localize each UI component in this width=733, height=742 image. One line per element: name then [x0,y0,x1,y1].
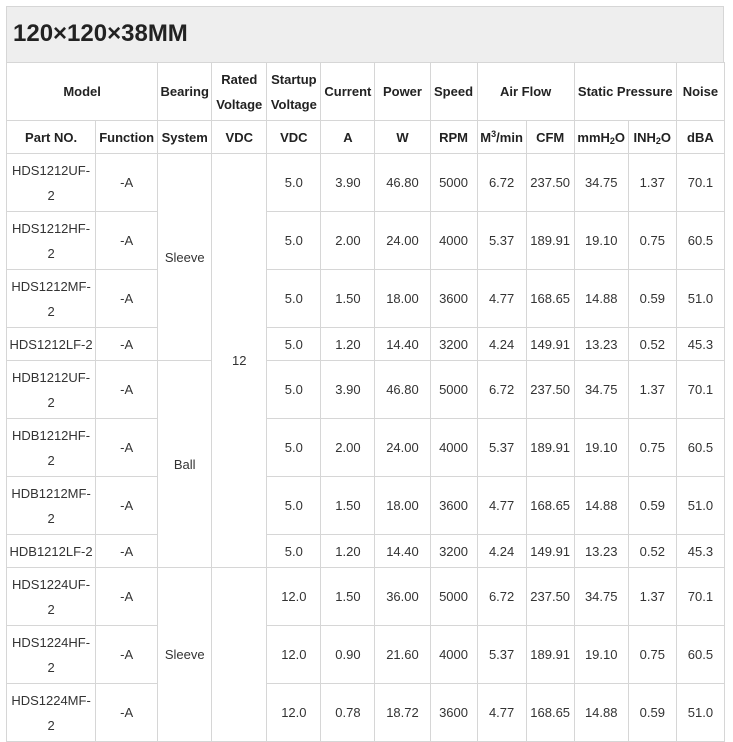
part-number-cell [7,361,96,419]
m3-cell: 4.24 [477,535,526,568]
part-number-cell [7,626,96,684]
inh2o-cell: 0.75 [628,626,676,684]
function-cell: -A [96,212,158,270]
m3-cell: 4.77 [477,270,526,328]
inh2o-cell: 0.75 [628,419,676,477]
m3-base: M [480,129,492,145]
part-line1: HDS1224HF- [12,634,91,650]
part-number-cell [7,270,96,328]
header-model: Model [7,63,158,121]
dba-cell: 45.3 [676,535,724,568]
table-row [7,684,725,742]
speed-cell: 3600 [430,477,477,535]
mmh2o-cell: 14.88 [574,684,628,742]
inh2o-cell: 0.59 [628,477,676,535]
mmh2o-cell: 13.23 [574,328,628,361]
table-row [7,328,725,361]
subheader-row [7,121,725,154]
mmh2o-cell: 34.75 [574,154,628,212]
function-cell: -A [96,626,158,684]
mmh2o-sub: 2 [609,135,615,146]
header-current: Current [321,63,375,121]
startup-cell: 5.0 [267,477,321,535]
part-line2: 2 [47,510,55,526]
bearing-sleeve-group-2: Sleeve [158,568,212,742]
dba-cell: 70.1 [676,154,724,212]
part-number-cell: HDB1212LF-2 [7,535,96,568]
current-cell: 1.50 [321,568,375,626]
startup-cell: 12.0 [267,568,321,626]
cfm-cell: 189.91 [526,626,574,684]
part-line1: HDB1212HF- [12,427,91,443]
inh2o-base: INH [633,129,656,145]
speed-cell: 3600 [430,270,477,328]
part-line2: 2 [47,187,55,203]
part-line2: 2 [47,717,55,733]
current-cell: 1.20 [321,535,375,568]
m3-cell: 6.72 [477,568,526,626]
power-cell: 14.40 [375,328,430,361]
inh2o-cell: 0.59 [628,684,676,742]
dba-cell: 60.5 [676,212,724,270]
mmh2o-cell: 13.23 [574,535,628,568]
header-static-pressure: Static Pressure [574,63,676,121]
subheader-w: W [375,121,430,154]
current-cell: 3.90 [321,154,375,212]
table-row [7,361,725,419]
subheader-m3-min [477,121,526,154]
speed-cell: 3200 [430,328,477,361]
inh2o-sub: 2 [655,135,661,146]
subheader-vdc-startup: VDC [267,121,321,154]
header-speed: Speed [430,63,477,121]
power-cell: 18.72 [375,684,430,742]
inh2o-cell: 1.37 [628,361,676,419]
startup-cell: 5.0 [267,270,321,328]
subheader-cfm: CFM [526,121,574,154]
title-bar [6,6,724,63]
speed-cell: 3600 [430,684,477,742]
power-cell: 24.00 [375,212,430,270]
function-cell: -A [96,361,158,419]
part-line1: HDB1212UF- [12,369,91,385]
header-rated-voltage [212,63,267,121]
function-cell: -A [96,568,158,626]
cfm-cell: 168.65 [526,477,574,535]
part-number-cell: HDS1212LF-2 [7,328,96,361]
rated-voltage-group: 12 [212,154,267,568]
cfm-cell: 237.50 [526,154,574,212]
subheader-dba: dBA [676,121,724,154]
speed-cell: 4000 [430,212,477,270]
startup-cell: 5.0 [267,535,321,568]
part-line2: 2 [47,245,55,261]
power-cell: 14.40 [375,535,430,568]
current-cell: 2.00 [321,419,375,477]
speed-cell: 4000 [430,626,477,684]
table-row [7,154,725,212]
header-rated-line1: Rated [221,71,258,87]
cfm-cell: 149.91 [526,328,574,361]
function-cell: -A [96,328,158,361]
header-startup-line2: Voltage [270,96,317,112]
header-row [7,63,725,121]
speed-cell: 4000 [430,419,477,477]
m3-cell: 5.37 [477,626,526,684]
inh2o-cell: 1.37 [628,154,676,212]
current-cell: 0.90 [321,626,375,684]
cfm-cell: 237.50 [526,361,574,419]
bearing-sleeve-group-1: Sleeve [158,154,212,361]
function-cell: -A [96,477,158,535]
inh2o-tail: O [660,129,672,145]
mmh2o-cell: 14.88 [574,477,628,535]
m3-cell: 6.72 [477,361,526,419]
speed-cell: 5000 [430,361,477,419]
startup-cell: 12.0 [267,626,321,684]
cfm-cell: 168.65 [526,270,574,328]
cfm-cell: 149.91 [526,535,574,568]
power-cell: 36.00 [375,568,430,626]
startup-cell: 5.0 [267,361,321,419]
function-cell: -A [96,684,158,742]
subheader-function: Function [96,121,158,154]
function-cell: -A [96,154,158,212]
dba-cell: 60.5 [676,419,724,477]
subheader-inh2o [628,121,676,154]
power-cell: 46.80 [375,154,430,212]
header-power: Power [375,63,430,121]
table-row [7,568,725,626]
table-row [7,535,725,568]
page-title: 120×120×38MM [13,20,188,47]
dba-cell: 45.3 [676,328,724,361]
header-noise: Noise [676,63,724,121]
current-cell: 3.90 [321,361,375,419]
part-number-cell [7,419,96,477]
power-cell: 24.00 [375,419,430,477]
part-line1: HDS1212HF- [12,220,91,236]
part-line1: HDS1212UF- [12,162,91,178]
dba-cell: 70.1 [676,361,724,419]
inh2o-cell: 0.59 [628,270,676,328]
power-cell: 46.80 [375,361,430,419]
dba-cell: 51.0 [676,477,724,535]
speed-cell: 3200 [430,535,477,568]
part-number-cell [7,154,96,212]
table-row [7,626,725,684]
inh2o-cell: 0.52 [628,328,676,361]
function-cell: -A [96,419,158,477]
part-line2: 2 [47,303,55,319]
header-air-flow: Air Flow [477,63,574,121]
cfm-cell: 189.91 [526,419,574,477]
header-bearing: Bearing [158,63,212,121]
current-cell: 2.00 [321,212,375,270]
current-cell: 1.50 [321,270,375,328]
m3-cell: 4.77 [477,684,526,742]
part-line2: 2 [47,394,55,410]
current-cell: 0.78 [321,684,375,742]
cfm-cell: 237.50 [526,568,574,626]
part-line1: HDB1212MF- [11,485,91,501]
inh2o-cell: 0.75 [628,212,676,270]
inh2o-cell: 1.37 [628,568,676,626]
power-cell: 18.00 [375,270,430,328]
cfm-cell: 168.65 [526,684,574,742]
subheader-mmh2o [574,121,628,154]
power-cell: 18.00 [375,477,430,535]
dba-cell: 60.5 [676,626,724,684]
header-startup-voltage [267,63,321,121]
mmh2o-cell: 19.10 [574,626,628,684]
part-line1: HDS1224MF- [11,692,91,708]
bearing-ball-group: Ball [158,361,212,568]
part-line2: 2 [47,601,55,617]
subheader-part-no: Part NO. [7,121,96,154]
mmh2o-cell: 34.75 [574,568,628,626]
part-number-cell [7,477,96,535]
mmh2o-cell: 34.75 [574,361,628,419]
table-row [7,212,725,270]
part-line2: 2 [47,659,55,675]
dba-cell: 51.0 [676,684,724,742]
power-cell: 21.60 [375,626,430,684]
table-row [7,270,725,328]
m3-cell: 4.77 [477,477,526,535]
m3-sup: 3 [491,128,497,139]
part-line2: 2 [47,452,55,468]
m3-cell: 5.37 [477,212,526,270]
part-number-cell [7,212,96,270]
inh2o-cell: 0.52 [628,535,676,568]
subheader-system: System [158,121,212,154]
current-cell: 1.50 [321,477,375,535]
table-row [7,477,725,535]
startup-cell: 5.0 [267,328,321,361]
startup-cell: 12.0 [267,684,321,742]
rated-voltage-group-2 [212,568,267,742]
m3-cell: 6.72 [477,154,526,212]
m3-cell: 5.37 [477,419,526,477]
m3-cell: 4.24 [477,328,526,361]
speed-cell: 5000 [430,568,477,626]
dba-cell: 70.1 [676,568,724,626]
table-row [7,419,725,477]
cfm-cell: 189.91 [526,212,574,270]
part-number-cell [7,684,96,742]
dba-cell: 51.0 [676,270,724,328]
mmh2o-cell: 19.10 [574,212,628,270]
startup-cell: 5.0 [267,419,321,477]
part-number-cell [7,568,96,626]
startup-cell: 5.0 [267,212,321,270]
mmh2o-cell: 14.88 [574,270,628,328]
subheader-vdc-rated: VDC [212,121,267,154]
mmh2o-base: mmH [577,129,610,145]
startup-cell: 5.0 [267,154,321,212]
spec-table [6,62,725,742]
header-startup-line1: Startup [271,71,317,87]
function-cell: -A [96,535,158,568]
subheader-rpm: RPM [430,121,477,154]
speed-cell: 5000 [430,154,477,212]
m3-tail: /min [496,129,523,145]
mmh2o-cell: 19.10 [574,419,628,477]
part-line1: HDS1212MF- [11,278,91,294]
header-rated-line2: Voltage [216,96,263,112]
mmh2o-tail: O [614,129,626,145]
current-cell: 1.20 [321,328,375,361]
subheader-a: A [321,121,375,154]
part-line1: HDS1224UF- [12,576,91,592]
function-cell: -A [96,270,158,328]
